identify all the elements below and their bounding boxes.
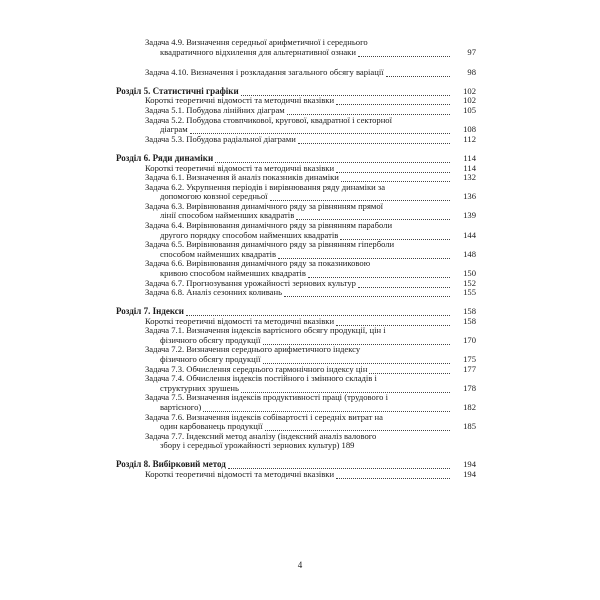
toc-entry-text: квадратичного відхилення для альтернативної ознаки xyxy=(160,47,356,57)
toc-entry xyxy=(145,325,386,335)
dotted-leader xyxy=(336,104,450,105)
toc-page-number: 114 xyxy=(463,153,476,163)
toc-entry-text: Задача 5.1. Побудова лінійних діаграм xyxy=(145,105,285,115)
toc-entry xyxy=(145,220,392,230)
toc-page-number: 105 xyxy=(463,105,476,115)
toc-entry-text: Розділ 6. Ряди динаміки xyxy=(116,153,214,163)
toc-entry-text: Задача 6.5. Вирівнювання динамічного ряду за рівнянням гіперболи xyxy=(145,239,395,249)
toc-entry xyxy=(145,37,368,47)
toc-entry-text: фізичного обсягу продукції xyxy=(160,335,261,345)
toc-entry-text: Задача 4.9. Визначення середньої арифметичної і середнього xyxy=(145,37,368,47)
toc-entry-text: способом найменших квадратів xyxy=(160,249,277,259)
toc-entry-text: Задача 6.3. Вирівнювання динамічного ряду за рівнянням прямої xyxy=(145,201,384,211)
toc-entry xyxy=(145,469,334,479)
toc-entry-text: Розділ 7. Індекси xyxy=(116,306,184,316)
toc-entry-text: кривою способом найменших квадратів xyxy=(160,268,306,278)
toc-page-number: 102 xyxy=(463,86,476,96)
dotted-leader xyxy=(369,373,450,374)
toc-page-number: 194 xyxy=(463,459,476,469)
toc-section-heading xyxy=(116,459,226,469)
toc-page-number: 148 xyxy=(463,249,476,259)
toc-page-number: 177 xyxy=(463,364,476,374)
toc-page-number: 152 xyxy=(463,278,476,288)
toc-entry xyxy=(145,287,282,297)
toc-page-number: 158 xyxy=(463,306,476,316)
toc-page-number: 158 xyxy=(463,316,476,326)
toc-entry xyxy=(160,268,306,278)
toc-entry-text: Задача 6.2. Укрупнення періодів і вирівнювання ряду динаміки за xyxy=(145,182,386,192)
page-number: 4 xyxy=(297,560,303,570)
toc-entry xyxy=(160,354,261,364)
toc-page-number: 139 xyxy=(463,210,476,220)
toc-entry-text: лінії способом найменших квадратів xyxy=(160,210,295,220)
toc-entry-text: збору і середньої урожайності зернових культур) 189 xyxy=(160,440,355,450)
toc-entry-text: допомогою ковзної середньої xyxy=(160,191,268,201)
toc-section-heading xyxy=(116,153,213,163)
toc-entry xyxy=(160,402,201,412)
toc-entry-text: другого порядку способом найменших квадратів xyxy=(160,230,339,240)
toc-page-number: 108 xyxy=(463,124,476,134)
toc-entry-text: Задача 7.4. Обчислення індексів постійного і змінного складів і xyxy=(145,373,377,383)
toc-entry-text: Задача 6.8. Аналіз сезонних коливань xyxy=(145,287,283,297)
toc-entry-text: фізичного обсягу продукції xyxy=(160,354,261,364)
toc-page-number: 102 xyxy=(463,95,476,105)
toc-entry-text: Задача 6.7. Прогнозування урожайності зернових культур xyxy=(145,278,356,288)
toc-page-number: 155 xyxy=(463,287,476,297)
toc-page-number: 114 xyxy=(463,163,476,173)
toc-page-number: 136 xyxy=(463,191,476,201)
toc-entry-text: Задача 7.2. Визначення середнього арифметичного індексу xyxy=(145,344,361,354)
toc-entry-text: Задача 7.3. Обчислення середнього гармонічного індексу цін xyxy=(145,364,368,374)
toc-page-number: 194 xyxy=(463,469,476,479)
toc-entry-text: Задача 7.1. Визначення індексів вартісного обсягу продукції, цін і xyxy=(145,325,386,335)
toc-entry xyxy=(160,421,263,431)
toc-entry-text: Розділ 8. Вибірковий метод xyxy=(116,459,226,469)
toc-entry-text: Розділ 5. Статистичні графіки xyxy=(116,86,239,96)
toc-entry xyxy=(145,95,334,105)
toc-entry-text: Короткі теоретичні відомості та методичні вказівки xyxy=(145,95,335,105)
toc-entry xyxy=(145,105,285,115)
toc-page-number: 185 xyxy=(463,421,476,431)
toc-entry-text: Задача 7.7. Індексний метод аналізу (індексний аналіз валового xyxy=(145,431,377,441)
toc-entry xyxy=(145,373,377,383)
toc-entry-text: діаграм xyxy=(160,124,188,134)
toc-entry xyxy=(160,210,294,220)
dotted-leader xyxy=(336,478,450,479)
toc-entry xyxy=(160,440,354,450)
toc-entry xyxy=(160,124,188,134)
toc-entry-text: Задача 6.4. Вирівнювання динамічного ряду за рівнянням параболи xyxy=(145,220,393,230)
toc-entry-text: структурних зрушень xyxy=(160,383,239,393)
toc-section-heading xyxy=(116,306,184,316)
toc-page-number: 178 xyxy=(463,383,476,393)
toc-entry xyxy=(145,239,394,249)
toc-entry xyxy=(145,258,370,268)
dotted-leader xyxy=(284,296,450,297)
toc-entry-text: Короткі теоретичні відомості та методичні вказівки xyxy=(145,316,335,326)
toc-entry xyxy=(145,172,339,182)
toc-entry-text: Задача 5.2. Побудова стовпчикової, кругової, квадратної і секторної xyxy=(145,115,392,125)
toc-entry-text: Задача 6.1. Визначення й аналіз показників динаміки xyxy=(145,172,339,182)
toc-page-number: 170 xyxy=(463,335,476,345)
toc-entry xyxy=(145,67,384,77)
toc-page-number: 144 xyxy=(463,230,476,240)
toc-entry xyxy=(145,392,388,402)
toc-entry xyxy=(145,344,360,354)
dotted-leader xyxy=(358,287,450,288)
toc-page-number: 97 xyxy=(467,47,476,57)
toc-page-number: 150 xyxy=(463,268,476,278)
toc-entry xyxy=(145,134,296,144)
toc-entry-text: Задача 4.10. Визначення і розкладання загального обсягу варіації xyxy=(145,67,384,77)
toc-entry xyxy=(160,47,356,57)
toc-entry-text: Задача 5.3. Побудова радіальної діаграми xyxy=(145,134,296,144)
dotted-leader xyxy=(336,172,450,173)
toc-entry-text: Короткі теоретичні відомості та методичні вказівки xyxy=(145,163,335,173)
toc-page-number: 175 xyxy=(463,354,476,364)
toc-page-number: 182 xyxy=(463,402,476,412)
dotted-leader xyxy=(386,76,450,77)
toc-entry xyxy=(160,191,268,201)
toc-entry-text: вартісного) xyxy=(160,402,202,412)
toc-entry-text: один карбованець продукції xyxy=(160,421,263,431)
toc-page-number: 98 xyxy=(467,67,476,77)
toc-entry-text: Задача 7.5. Визначення індексів продуктивності праці (трудового і xyxy=(145,392,388,402)
toc-page-number: 132 xyxy=(463,172,476,182)
toc-entry-text: Задача 7.6. Визначення індексів собівартості і середніх витрат на xyxy=(145,412,383,422)
toc-entry-text: Задача 6.6. Вирівнювання динамічного ряду за показниковою xyxy=(145,258,371,268)
toc-page-number: 112 xyxy=(463,134,476,144)
toc-entry-text: Короткі теоретичні відомості та методичні вказівки xyxy=(145,469,335,479)
dotted-leader xyxy=(358,56,450,57)
dotted-leader xyxy=(298,143,450,144)
